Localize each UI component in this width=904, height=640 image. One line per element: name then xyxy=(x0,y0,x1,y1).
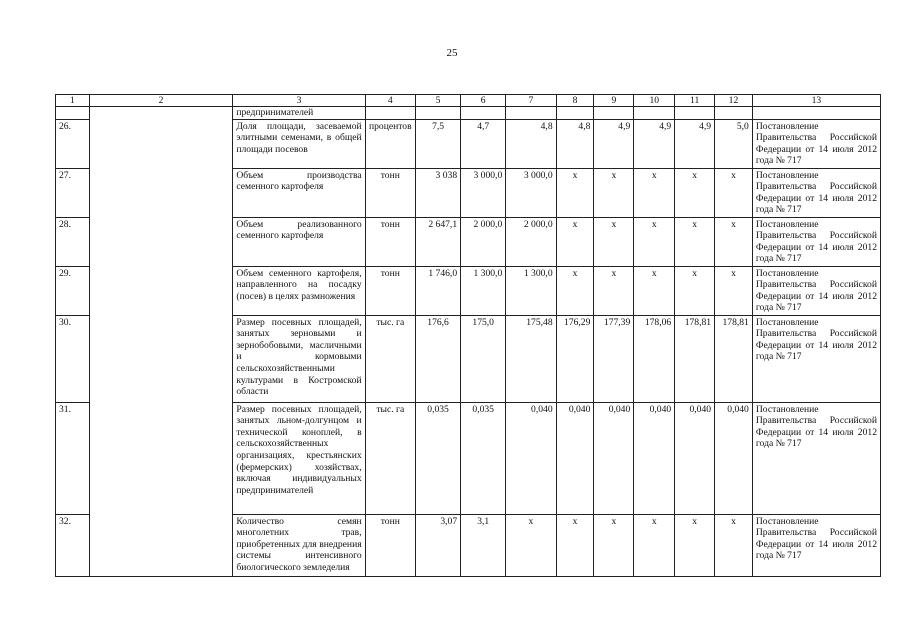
indicator-name: Объем реализованного семенного картофеля xyxy=(233,217,365,266)
row-number: 28. xyxy=(56,217,90,266)
page-number: 25 xyxy=(446,47,458,59)
header-cell: 6 xyxy=(461,95,506,107)
value-cell: x xyxy=(675,168,715,217)
value-cell: 3,07 xyxy=(416,514,461,576)
row-number: 27. xyxy=(56,168,90,217)
value-cell: 4,8 xyxy=(556,119,594,168)
header-cell: 3 xyxy=(233,95,365,107)
value-cell: 178,81 xyxy=(715,315,753,402)
value-cell: 175,48 xyxy=(506,315,556,402)
value-cell: x xyxy=(675,514,715,576)
value-cell: x xyxy=(715,217,753,266)
value-cell: 0,040 xyxy=(634,402,675,514)
unit-cell: процентов xyxy=(365,119,415,168)
value-cell: 0,040 xyxy=(556,402,594,514)
source-cell: Постановление Правительства Российской Федерации от 14 июля 2012 года № 717 xyxy=(752,402,880,514)
header-cell: 10 xyxy=(634,95,675,107)
value-cell: 0,040 xyxy=(715,402,753,514)
unit-cell: тонн xyxy=(365,217,415,266)
header-cell: 2 xyxy=(89,95,233,107)
unit-cell: тыс. га xyxy=(365,315,415,402)
value-cell: 1 746,0 xyxy=(416,266,461,315)
value-cell: 3 038 xyxy=(416,168,461,217)
value-cell: x xyxy=(556,514,594,576)
unit-cell: тонн xyxy=(365,514,415,576)
header-cell: 1 xyxy=(56,95,90,107)
indicators-table xyxy=(55,94,881,577)
continuation-text: предпринимателей xyxy=(233,107,365,120)
indicator-name: Размер посевных площадей, занятых зерновыми и зернобобовыми, масличными и кормовыми сельскохозяйственными культурами в Костромской области xyxy=(233,315,365,402)
value-cell: 5,0 xyxy=(715,119,753,168)
value-cell: 7,5 xyxy=(416,119,461,168)
value-cell: 0,035 xyxy=(416,402,461,514)
program-column-cell xyxy=(89,107,233,577)
unit-cell: тыс. га xyxy=(365,402,415,514)
value-cell: x xyxy=(594,168,634,217)
value-cell: x xyxy=(715,266,753,315)
indicator-name: Размер посевных площадей, занятых льном-долгунцом и технической коноплей, в сельскохозяйственных организациях, крестьянских (фермерских) хозяйствах, включая индивидуальных предпринимателей xyxy=(233,402,365,514)
value-cell: 2 000,0 xyxy=(506,217,556,266)
header-cell: 8 xyxy=(556,95,594,107)
indicator-name: Объем производства семенного картофеля xyxy=(233,168,365,217)
value-cell: 4,9 xyxy=(675,119,715,168)
value-cell: 3 000,0 xyxy=(506,168,556,217)
value-cell: x xyxy=(634,217,675,266)
value-cell: 0,040 xyxy=(506,402,556,514)
value-cell: x xyxy=(506,514,556,576)
value-cell: 0,035 xyxy=(461,402,506,514)
row-number: 30. xyxy=(56,315,90,402)
value-cell: x xyxy=(675,217,715,266)
value-cell: x xyxy=(594,217,634,266)
source-cell: Постановление Правительства Российской Федерации от 14 июля 2012 года № 717 xyxy=(752,514,880,576)
value-cell: x xyxy=(634,514,675,576)
value-cell: 176,6 xyxy=(416,315,461,402)
header-cell: 4 xyxy=(365,95,415,107)
value-cell: 4,8 xyxy=(506,119,556,168)
unit-cell: тонн xyxy=(365,266,415,315)
unit-cell: тонн xyxy=(365,168,415,217)
value-cell: 3,1 xyxy=(461,514,506,576)
value-cell: x xyxy=(634,266,675,315)
row-number: 29. xyxy=(56,266,90,315)
header-cell: 13 xyxy=(752,95,880,107)
source-cell: Постановление Правительства Российской Федерации от 14 июля 2012 года № 717 xyxy=(752,266,880,315)
row-number: 26. xyxy=(56,119,90,168)
continuation-row xyxy=(56,107,881,120)
value-cell: 4,9 xyxy=(634,119,675,168)
value-cell: x xyxy=(675,266,715,315)
source-cell: Постановление Правительства Российской Федерации от 14 июля 2012 года № 717 xyxy=(752,217,880,266)
indicator-name: Доля площади, засеваемой элитными семенами, в общей площади посевов xyxy=(233,119,365,168)
header-cell: 12 xyxy=(715,95,753,107)
value-cell: x xyxy=(556,168,594,217)
value-cell: x xyxy=(556,266,594,315)
value-cell: 4,7 xyxy=(461,119,506,168)
value-cell: x xyxy=(556,217,594,266)
header-row xyxy=(56,95,881,107)
value-cell: 2 000,0 xyxy=(461,217,506,266)
header-cell: 5 xyxy=(416,95,461,107)
header-cell: 11 xyxy=(675,95,715,107)
row-number: 31. xyxy=(56,402,90,514)
indicator-name: Количество семян многолетних трав, приобретенных для внедрения системы интенсивного биологического земледелия xyxy=(233,514,365,576)
value-cell: 0,040 xyxy=(594,402,634,514)
source-cell: Постановление Правительства Российской Федерации от 14 июля 2012 года № 717 xyxy=(752,119,880,168)
source-cell: Постановление Правительства Российской Федерации от 14 июля 2012 года № 717 xyxy=(752,315,880,402)
value-cell: 3 000,0 xyxy=(461,168,506,217)
value-cell: x xyxy=(715,168,753,217)
value-cell: x xyxy=(594,514,634,576)
value-cell: 4,9 xyxy=(594,119,634,168)
header-cell: 9 xyxy=(594,95,634,107)
value-cell: x xyxy=(715,514,753,576)
value-cell: 177,39 xyxy=(594,315,634,402)
value-cell: 176,29 xyxy=(556,315,594,402)
value-cell: 1 300,0 xyxy=(461,266,506,315)
source-cell: Постановление Правительства Российской Федерации от 14 июля 2012 года № 717 xyxy=(752,168,880,217)
value-cell: 0,040 xyxy=(675,402,715,514)
value-cell: 178,81 xyxy=(675,315,715,402)
indicator-name: Объем семенного картофеля, направленного на посадку (посев) в целях размножения xyxy=(233,266,365,315)
value-cell: x xyxy=(594,266,634,315)
value-cell: 178,06 xyxy=(634,315,675,402)
header-cell: 7 xyxy=(506,95,556,107)
row-number: 32. xyxy=(56,514,90,576)
value-cell: 2 647,1 xyxy=(416,217,461,266)
value-cell: 175,0 xyxy=(461,315,506,402)
value-cell: 1 300,0 xyxy=(506,266,556,315)
value-cell: x xyxy=(634,168,675,217)
